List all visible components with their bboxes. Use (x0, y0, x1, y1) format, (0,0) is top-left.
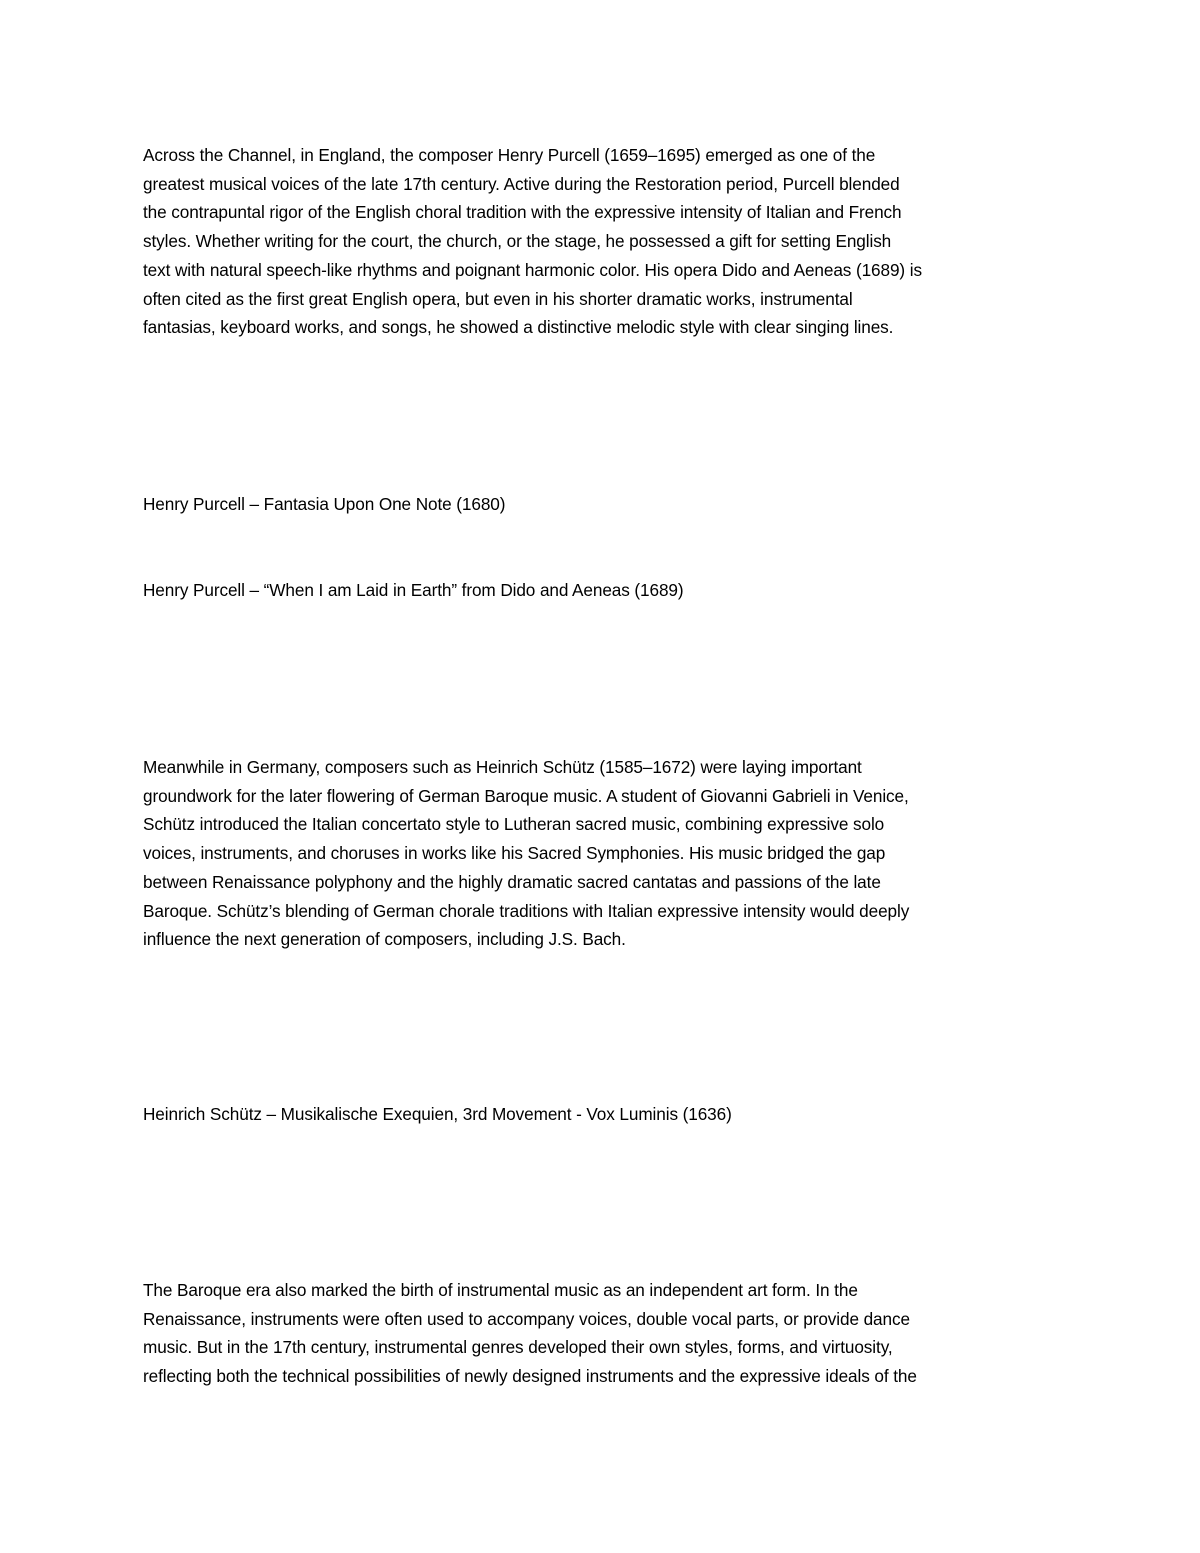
text-line: Schütz introduced the Italian concertato style to Lutheran sacred music, combining expressive solo (143, 814, 885, 835)
text-line: Meanwhile in Germany, composers such as Heinrich Schütz (1585–1672) were laying important (143, 757, 862, 777)
text-line: often cited as the first great English opera, but even in his shorter dramatic works, instrumental (143, 288, 853, 309)
purcell-example-dido: Henry Purcell – “When I am Laid in Earth” from Dido and Aeneas (1689) (143, 580, 684, 600)
text-line: styles. Whether writing for the court, the church, or the stage, he possessed a gift for setting English (143, 231, 892, 252)
text-line: Baroque. Schütz’s blending of German chorale traditions with Italian expressive intensity would deeply (143, 900, 910, 921)
instrumental-paragraph (143, 1276, 1058, 1391)
text-line: between Renaissance polyphony and the highly dramatic sacred cantatas and passions of the late (143, 871, 881, 892)
text-line: Renaissance, instruments were often used to accompany voices, double vocal parts, or provide dance (143, 1308, 910, 1329)
schutz-example-exequien: Heinrich Schütz – Musikalische Exequien, 3rd Movement - Vox Luminis (1636) (143, 1104, 732, 1124)
text-line: Across the Channel, in England, the composer Henry Purcell (1659–1695) emerged as one of the (143, 145, 876, 165)
text-line: influence the next generation of composers, including J.S. Bach. (143, 929, 626, 950)
text-line: voices, instruments, and choruses in works like his Sacred Symphonies. His music bridged the gap (143, 843, 886, 864)
text-line: text with natural speech-like rhythms and poignant harmonic color. His opera Dido and Aeneas (1689) is (143, 259, 922, 280)
text-line: groundwork for the later flowering of German Baroque music. A student of Giovanni Gabrieli in Venice, (143, 785, 909, 806)
text-line: the contrapuntal rigor of the English choral tradition with the expressive intensity of Italian and French (143, 202, 902, 223)
purcell-example-fantasia: Henry Purcell – Fantasia Upon One Note (1680) (143, 494, 506, 514)
schutz-paragraph (143, 753, 1058, 954)
purcell-paragraph (143, 141, 1058, 342)
text-line: fantasias, keyboard works, and songs, he showed a distinctive melodic style with clear singing lines. (143, 317, 894, 338)
text-line: greatest musical voices of the late 17th century. Active during the Restoration period, Purcell blended (143, 173, 900, 194)
text-line: The Baroque era also marked the birth of instrumental music as an independent art form. In the (143, 1280, 858, 1300)
text-line: music. But in the 17th century, instrumental genres developed their own styles, forms, and virtuosity, (143, 1337, 893, 1358)
text-line: reflecting both the technical possibilities of newly designed instruments and the expressive ideals of the (143, 1366, 917, 1387)
